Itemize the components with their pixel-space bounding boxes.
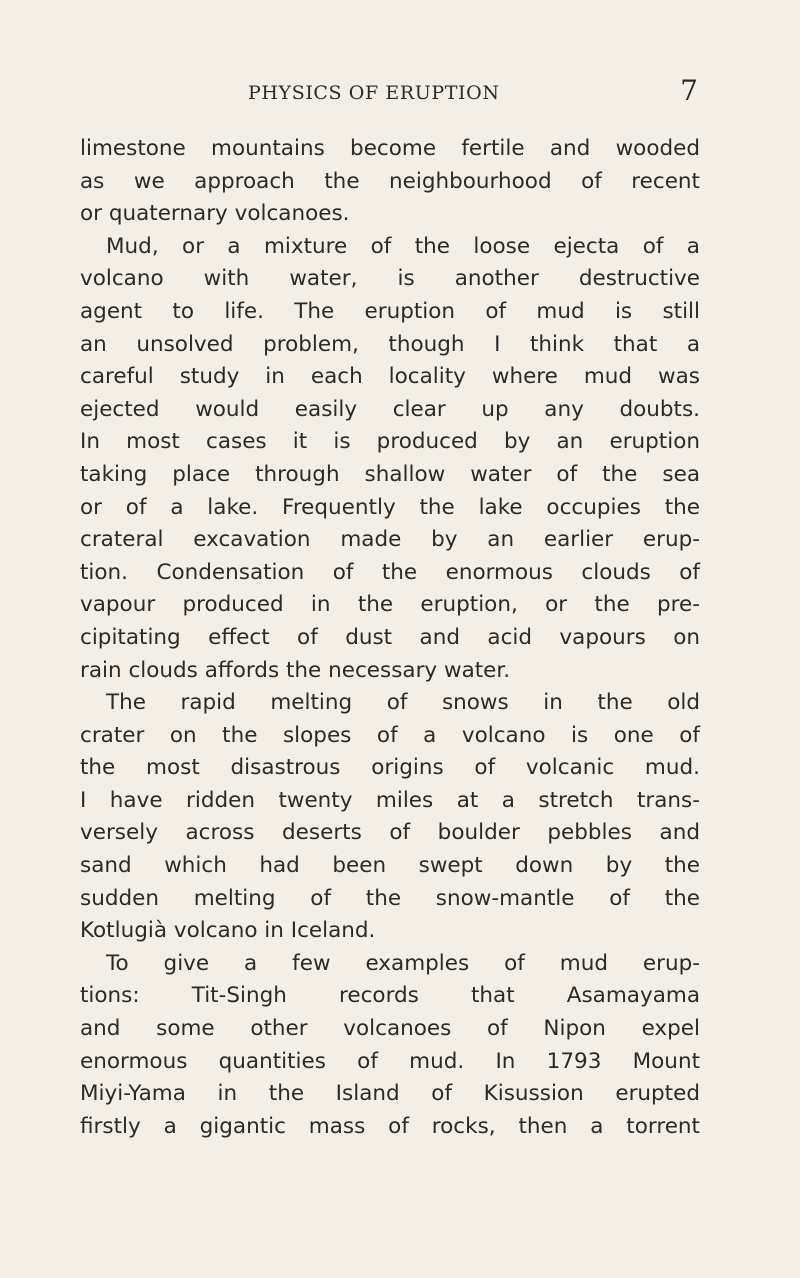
text-line: an unsolved problem, though I think that a	[80, 331, 700, 357]
text-line: and some other volcanoes of Nipon expel	[80, 1016, 700, 1042]
text-line: or of a lake. Frequently the lake occupies the	[80, 494, 700, 520]
text-line: I have ridden twenty miles at a stretch trans-	[80, 787, 700, 813]
running-header	[80, 74, 700, 114]
text-line: Mud, or a mixture of the loose ejecta of a	[106, 233, 700, 259]
text-line: Kotlugià volcano in Iceland.	[80, 918, 376, 944]
header-title: PHYSICS OF ERUPTION	[248, 82, 500, 104]
text-line: versely across deserts of boulder pebbles and	[80, 820, 700, 846]
text-line: The rapid melting of snows in the old	[106, 690, 700, 716]
text-line: as we approach the neighbourhood of recent	[80, 168, 700, 194]
text-line: rain clouds affords the necessary water.	[80, 657, 511, 683]
text-line: cipitating effect of dust and acid vapours on	[80, 624, 700, 650]
text-line: crateral excavation made by an earlier erup-	[80, 527, 700, 553]
text-line: firstly a gigantic mass of rocks, then a torrent	[80, 1113, 700, 1139]
text-line: enormous quantities of mud. In 1793 Mount	[80, 1048, 700, 1074]
text-line: In most cases it is produced by an eruption	[80, 429, 700, 455]
text-line: or quaternary volcanoes.	[80, 201, 350, 227]
text-line: taking place through shallow water of the sea	[80, 461, 700, 487]
body-text	[80, 133, 700, 1143]
text-line: crater on the slopes of a volcano is one of	[80, 722, 700, 748]
text-line: tions: Tit-Singh records that Asamayama	[80, 983, 700, 1009]
text-line: sand which had been swept down by the	[80, 853, 700, 879]
text-line: Miyi-Yama in the Island of Kisussion erupted	[80, 1081, 700, 1107]
text-line: limestone mountains become fertile and wooded	[80, 136, 700, 161]
text-line: ejected would easily clear up any doubts.	[80, 396, 700, 422]
text-line: tion. Condensation of the enormous clouds of	[80, 559, 700, 585]
text-line: To give a few examples of mud erup-	[106, 950, 700, 976]
text-line: the most disastrous origins of volcanic mud.	[80, 755, 700, 781]
text-line: careful study in each locality where mud was	[80, 364, 700, 390]
text-line: sudden melting of the snow-mantle of the	[80, 885, 700, 911]
text-line: agent to life. The eruption of mud is still	[80, 298, 700, 324]
text-line: vapour produced in the eruption, or the pre-	[80, 592, 700, 618]
text-line: volcano with water, is another destructive	[80, 266, 700, 292]
page-number: 7	[680, 74, 698, 107]
